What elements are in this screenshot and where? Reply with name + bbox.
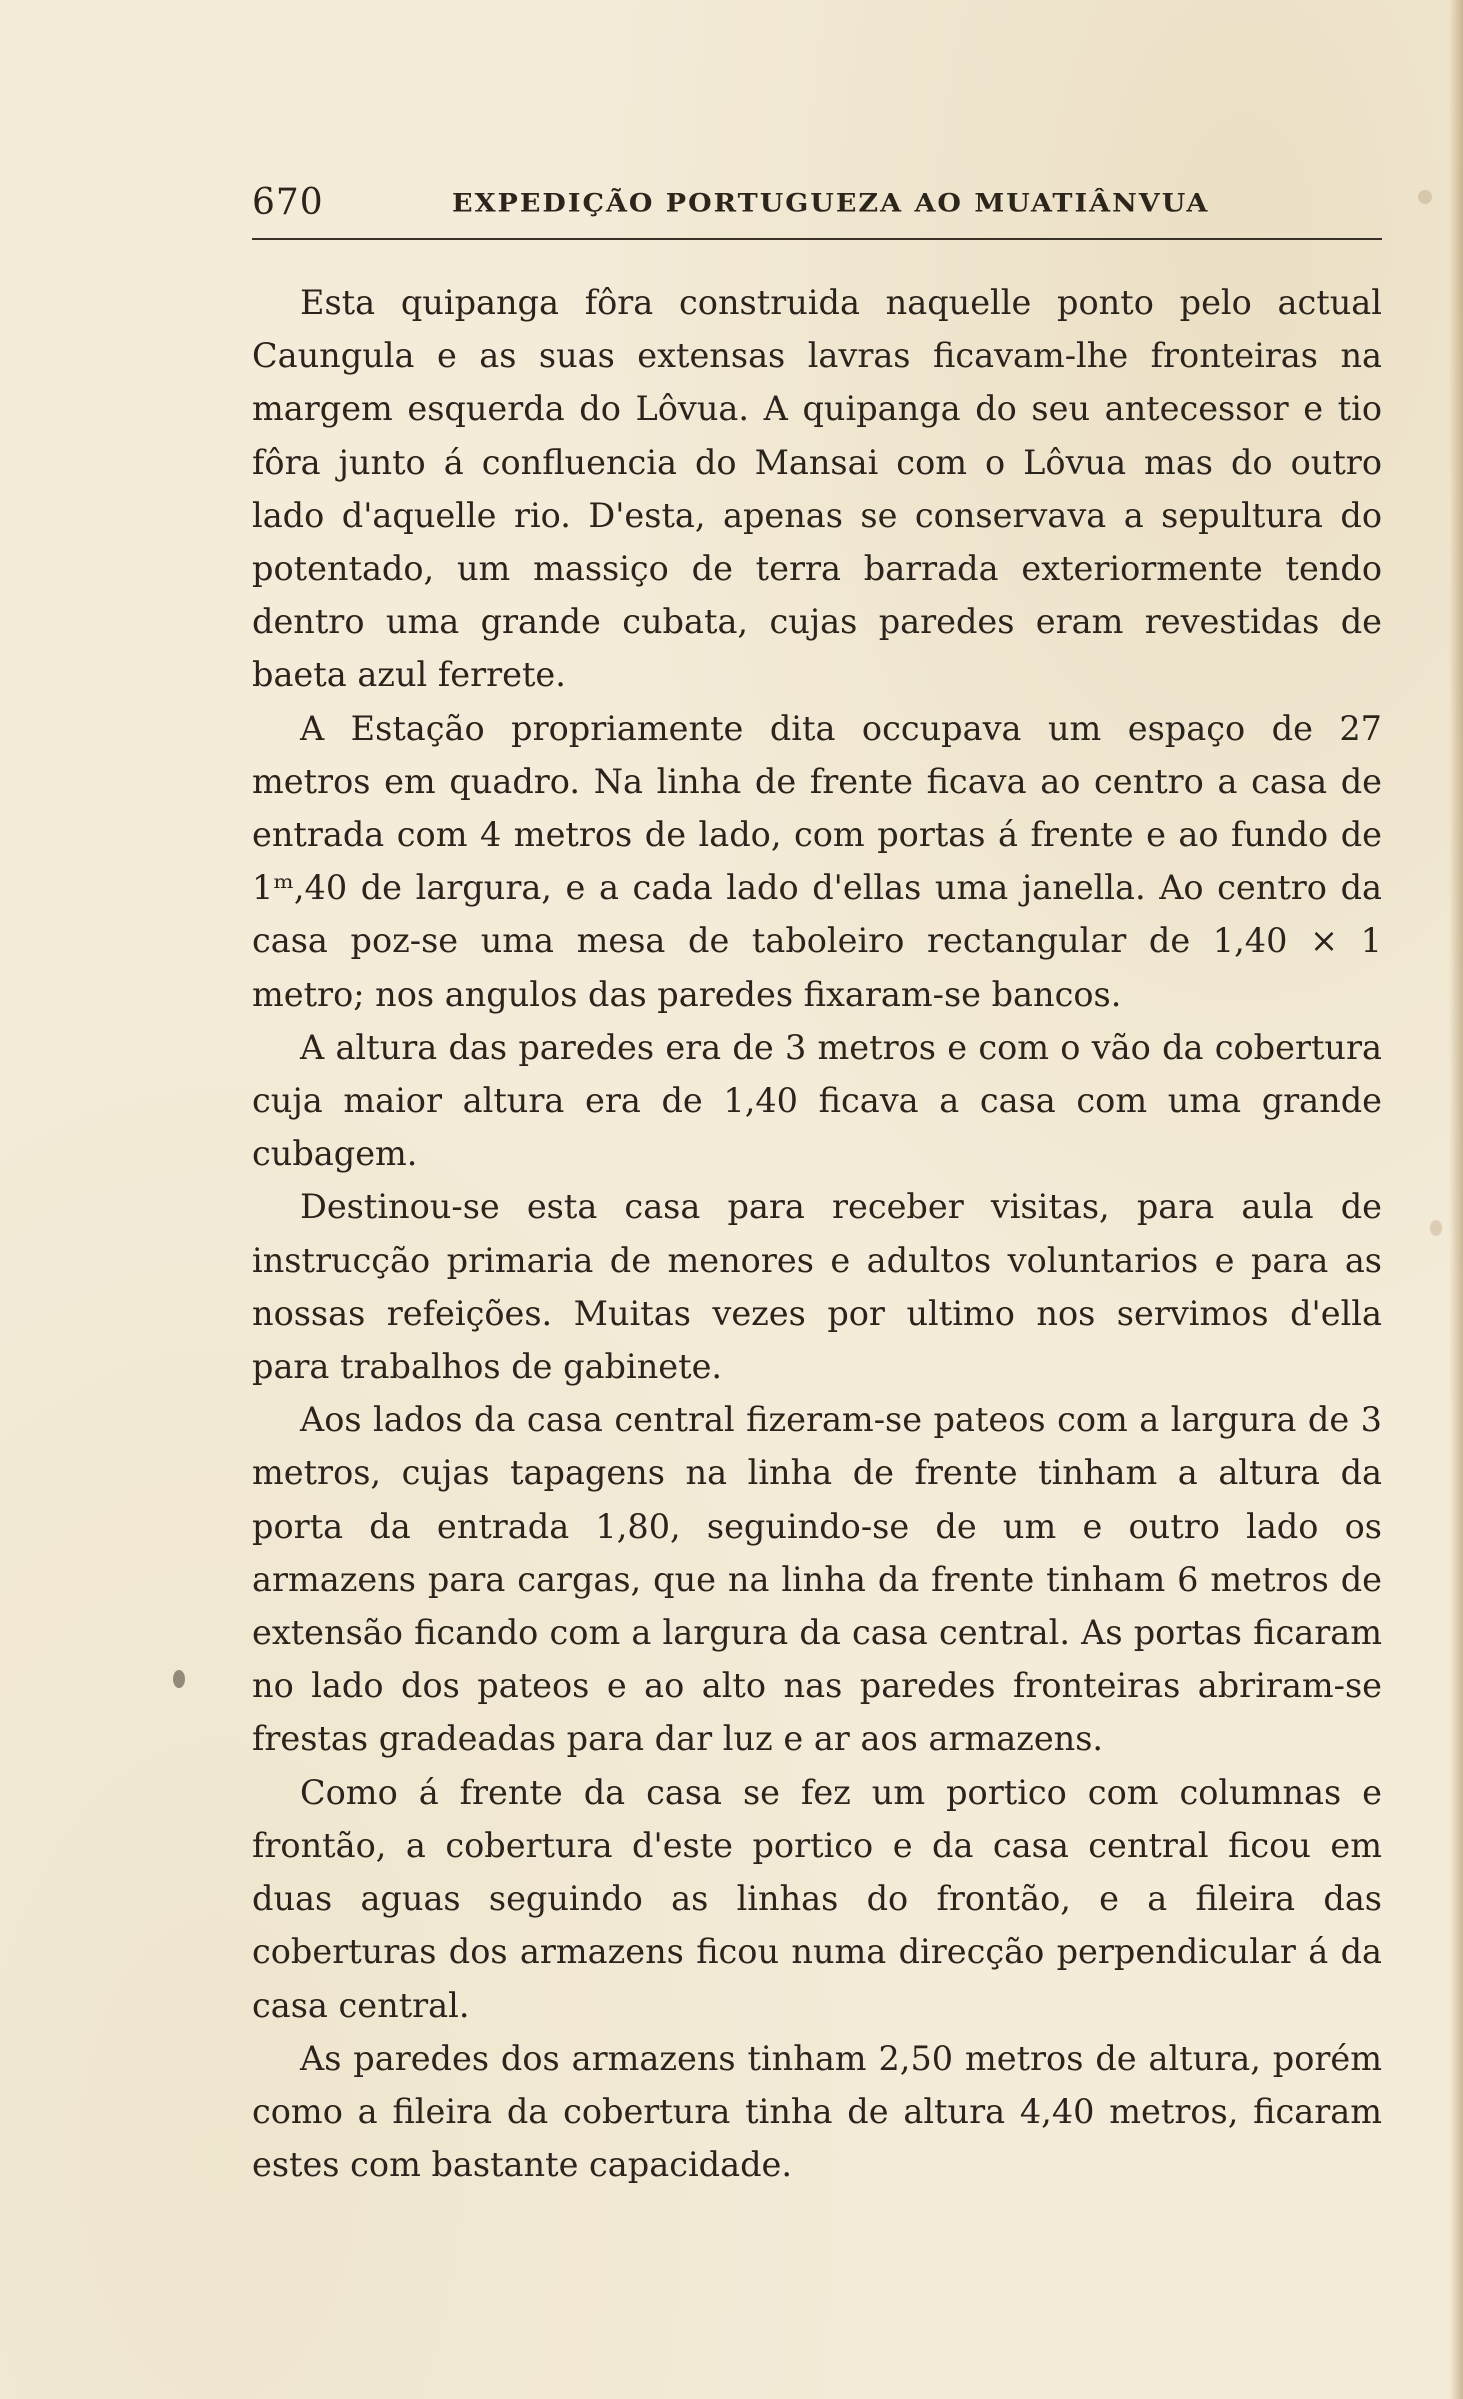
paper-stain xyxy=(1418,190,1432,204)
paper-stain xyxy=(1430,1220,1442,1236)
paragraph: Aos lados da casa central fizeram-se pateos com a largura de 3 metros, cujas tapagens na linha de frente tinham a altura da porta da entrada 1,80, seguindo-se de um e outro lado os armazens para cargas, que na linha da frente tinham 6 metros de extensão ficando com a largura da casa central. As portas ficaram no lado dos pateos e ao alto nas paredes fronteiras abriram-se frestas gradeadas para dar luz e ar aos armazens. xyxy=(252,1400,1382,1759)
paragraph: Como á frente da casa se fez um portico com columnas e frontão, a cobertura d'este portico e da casa central ficou em duas aguas seguindo as linhas do frontão, e a fileira das coberturas dos armazens ficou numa direcção perpendicular á da casa central. xyxy=(252,1772,1382,2025)
page-edge-shadow xyxy=(1449,0,1463,2399)
running-title: EXPEDIÇÃO PORTUGUEZA AO MUATIÂNVUA xyxy=(452,189,1210,218)
paragraph: Esta quipanga fôra construida naquelle ponto pelo actual Caungula e as suas extensas lavras ficavam-lhe fronteiras na margem esquerda do Lôvua. A quipanga do seu antecessor e tio fôra junto á confluencia do Mansai com o Lôvua mas do outro lado d'aquelle rio. D'esta, apenas se conservava a sepultura do potentado, um massiço de terra barrada exteriormente tendo dentro uma grande cubata, cujas paredes eram revestidas de baeta azul ferrete. xyxy=(252,283,1382,695)
paragraph: Destinou-se esta casa para receber visitas, para aula de instrucção primaria de menores e adultos voluntarios e para as nossas refeições. Muitas vezes por ultimo nos servimos d'ella para trabalhos de gabinete. xyxy=(252,1187,1382,1387)
body-text xyxy=(252,276,1382,2191)
page-header xyxy=(252,180,1382,226)
paragraph: As paredes dos armazens tinham 2,50 metros de altura, porém como a fileira da cobertura tinha de altura 4,40 metros, ficaram estes com bastante capacidade. xyxy=(252,2038,1382,2185)
page-number: 670 xyxy=(252,182,324,223)
header-rule xyxy=(252,238,1382,240)
paragraph: A altura das paredes era de 3 metros e com o vão da cobertura cuja maior altura era de 1,40 ficava a casa com uma grande cubagem. xyxy=(252,1027,1382,1174)
paragraph: A Estação propriamente dita occupava um espaço de 27 metros em quadro. Na linha de frente ficava ao centro a casa de entrada com 4 metros de lado, com portas á frente e ao fundo de 1ᵐ,40 de largura, e a cada lado d'ellas uma janella. Ao centro da casa poz-se uma mesa de taboleiro rectangular de 1,40 × 1 metro; nos angulos das paredes fixaram-se bancos. xyxy=(252,708,1382,1014)
paper-stain xyxy=(173,1670,185,1688)
